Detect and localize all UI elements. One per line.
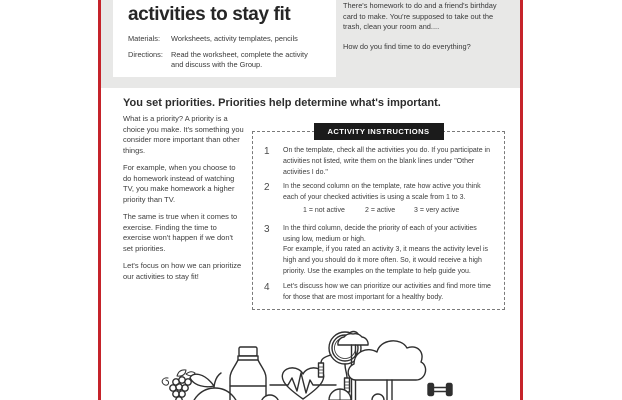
fitness-illustration xyxy=(158,330,460,400)
paragraph: The same is true when it comes to exercise. Finding the time to exercise won't happen if we don't set priorities. xyxy=(123,212,238,253)
instruction-item xyxy=(264,146,494,178)
heart-pulse-icon xyxy=(270,368,336,399)
instruction-number: 2 xyxy=(264,182,270,194)
activity-scale xyxy=(303,206,494,217)
paragraph: Let's focus on how we can prioritize our activities to stay fit! xyxy=(123,261,242,281)
instruction-text: In the second column on the template, rate how active you think each of your checked activities is using a scale from 1 to 3. xyxy=(283,183,481,202)
dumbbell-icon xyxy=(428,384,452,396)
instruction-number: 3 xyxy=(264,223,270,235)
lesson-title: activities to stay fit xyxy=(128,4,291,25)
instruction-text: Let's discuss how we can prioritize our activities and find more time for those that are most important for a healthy body. xyxy=(283,282,491,301)
scenario-paragraph: There's homework to do and a friend's birthday card to make. You're supposed to take out the trash, clean your room and.... xyxy=(343,1,497,32)
activity-instructions-box xyxy=(252,127,505,310)
water-bottle-icon xyxy=(230,347,266,400)
instruction-subtext: For example, if you rated an activity 3, it means the activity level is high and you should do it more often. So, it would receive a high priority. Use the examples on the template to help guide you. xyxy=(283,246,489,275)
instruction-item xyxy=(264,182,494,219)
instruction-text: In the third column, decide the priority of each of your activities using low, medium or high. xyxy=(283,224,477,243)
intro-paragraphs xyxy=(123,114,244,289)
materials-label: Materials: xyxy=(128,34,161,43)
scale-option: 3 = very active xyxy=(414,206,460,214)
instruction-text: On the template, check all the activities you do. If you participate in activities not listed, write them on the blank lines under "Other activities I do." xyxy=(283,147,490,176)
directions-value: Read the worksheet, complete the activity and discuss with the Group. xyxy=(171,49,308,69)
scenario-question: How do you find time to do everything? xyxy=(343,41,471,51)
page-border-left xyxy=(98,0,101,400)
title-card xyxy=(113,0,336,77)
weight-plate-icon xyxy=(261,395,279,400)
instruction-number: 4 xyxy=(264,281,270,293)
materials-value: Worksheets, activity templates, pencils xyxy=(171,34,298,43)
instructions-list xyxy=(264,146,494,303)
paragraph: What is a priority? A priority is a choice you make. It's something you consider more important than other things. xyxy=(123,114,244,155)
scenario-text xyxy=(343,1,505,52)
instruction-number: 1 xyxy=(264,146,270,157)
activity-instructions-header: ACTIVITY INSTRUCTIONS xyxy=(314,123,444,140)
page-border-right xyxy=(520,0,523,400)
section-heading: You set priorities. Priorities help determine what's important. xyxy=(123,97,441,109)
paragraph: For example, when you choose to do homework instead of watching TV, you make homework a higher priority than TV. xyxy=(123,163,236,204)
scale-option: 2 = active xyxy=(365,206,396,214)
instruction-item xyxy=(264,282,494,304)
scale-option: 1 = not active xyxy=(303,206,345,214)
grapes-icon xyxy=(162,370,195,400)
directions-label: Directions: xyxy=(128,49,163,59)
instruction-item xyxy=(264,224,494,278)
